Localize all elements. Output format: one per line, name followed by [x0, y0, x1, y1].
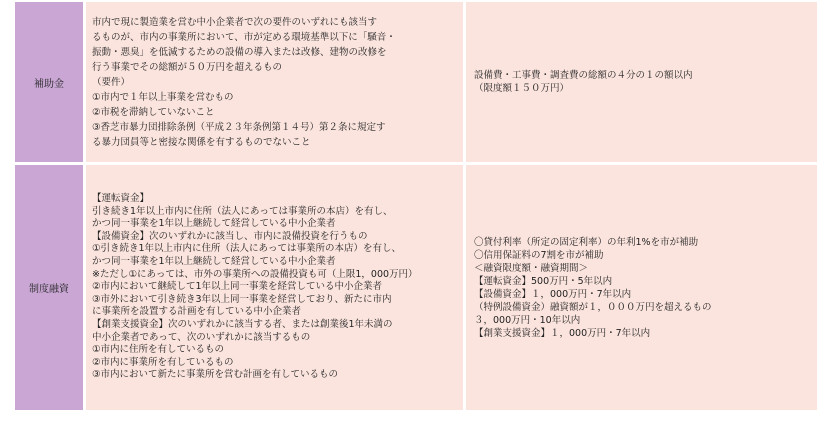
- requirement-line: る暴力団員等と密接な関係を有するものでないこと: [92, 136, 311, 148]
- requirement-line: （要件）: [92, 76, 131, 88]
- amount-line: 〇信用保証料の7割を市が補助: [474, 249, 604, 261]
- amount-line: 〇貸付利率（所定の固定利率）の年利1%を市が補助: [474, 236, 699, 248]
- requirement-line: 【設備資金】次のいずれかに該当し、市内に設備投資を行うもの: [92, 230, 368, 242]
- amount-line: （特例設備資金）融資額が１，０００万円を超えるもの: [474, 301, 712, 313]
- requirement-line: ③香芝市暴力団排除条例（平成２３年条例第１４号）第２条に規定す: [92, 121, 386, 133]
- requirement-line: 引き続き1年以上市内に住所（法人にあっては事業所の本店）を有し、: [92, 205, 393, 217]
- amount-line: 【運転資金】500万円・5年以内: [474, 275, 613, 287]
- requirement-line: るものが、市内の事業所において、市が定める環境基準以下に「騒音・: [92, 31, 396, 43]
- row-label-text: 制度融資: [29, 284, 69, 295]
- requirement-line: ①引き続き1年以上市内に住所（法人にあっては事業所の本店）を有し、: [92, 243, 401, 255]
- requirement-line: 【運転資金】: [92, 193, 150, 205]
- requirement-line: 振動・悪臭」を低減するための設備の導入または改修、建物の改修を: [92, 46, 387, 58]
- support-table: [15, 2, 817, 413]
- requirement-line: ②市内に事業所を有しているもの: [92, 356, 234, 368]
- amount-line: 【創業支援資金】１，000万円・7年以内: [474, 327, 651, 339]
- amount-line: （限度額１５０万円）: [474, 83, 570, 94]
- amount-cell-loan: [466, 165, 817, 410]
- requirement-line: かつ同一事業を1年以上継続して経営している中小企業者: [92, 256, 336, 268]
- requirement-line: ※ただし①にあっては、市外の事業所への設備投資も可（上限1，000万円）: [92, 268, 418, 280]
- requirement-line: ②市内において継続して1年以上同一事業を経営している中小企業者: [92, 281, 383, 293]
- requirement-line: 中小企業者であって、次のいずれかに該当するもの: [92, 331, 311, 343]
- requirement-line: ①市内に住所を有しているもの: [92, 344, 225, 356]
- requirement-line: 市内で現に製造業を営む中小企業者で次の要件のいずれにも該当す: [92, 16, 378, 28]
- row-label-text: 補助金: [34, 78, 64, 90]
- requirements-cell-loan: [86, 165, 463, 410]
- row-label-subsidy: [15, 2, 83, 162]
- amount-line: ＜融資限度額・融資期間＞: [474, 262, 589, 274]
- table-row-loan: [15, 165, 817, 410]
- amount-line: 【設備資金】１，000万円・7年以内: [474, 288, 632, 300]
- requirement-line: ①市内で１年以上事業を営むもの: [92, 91, 234, 103]
- row-label-loan: [15, 165, 83, 410]
- requirement-line: ②市税を滞納していないこと: [92, 106, 215, 118]
- amount-line: 設備費・工事費・調査費の総額の４分の１の額以内: [474, 70, 693, 81]
- table-row-subsidy: [15, 2, 817, 162]
- requirements-cell-subsidy: [86, 2, 463, 162]
- requirement-line: ③市外において引き続き3年以上同一事業を経営しており、新たに市内: [92, 293, 392, 305]
- amount-cell-subsidy: [466, 2, 817, 162]
- requirement-line: 行う事業でその総額が５０万円を超えるもの: [92, 61, 283, 73]
- requirement-line: 【創業支援資金】次のいずれかに該当する者、または創業後1年未満の: [92, 318, 393, 330]
- requirement-line: に事業所を設置する計画を有している中小企業者: [92, 306, 302, 318]
- requirement-line: かつ同一事業を1年以上継続して経営している中小企業者: [92, 218, 336, 230]
- amount-line: ３，000万円・10年以内: [474, 314, 581, 326]
- requirement-line: ③市内において新たに事業所を営む計画を有しているもの: [92, 369, 339, 381]
